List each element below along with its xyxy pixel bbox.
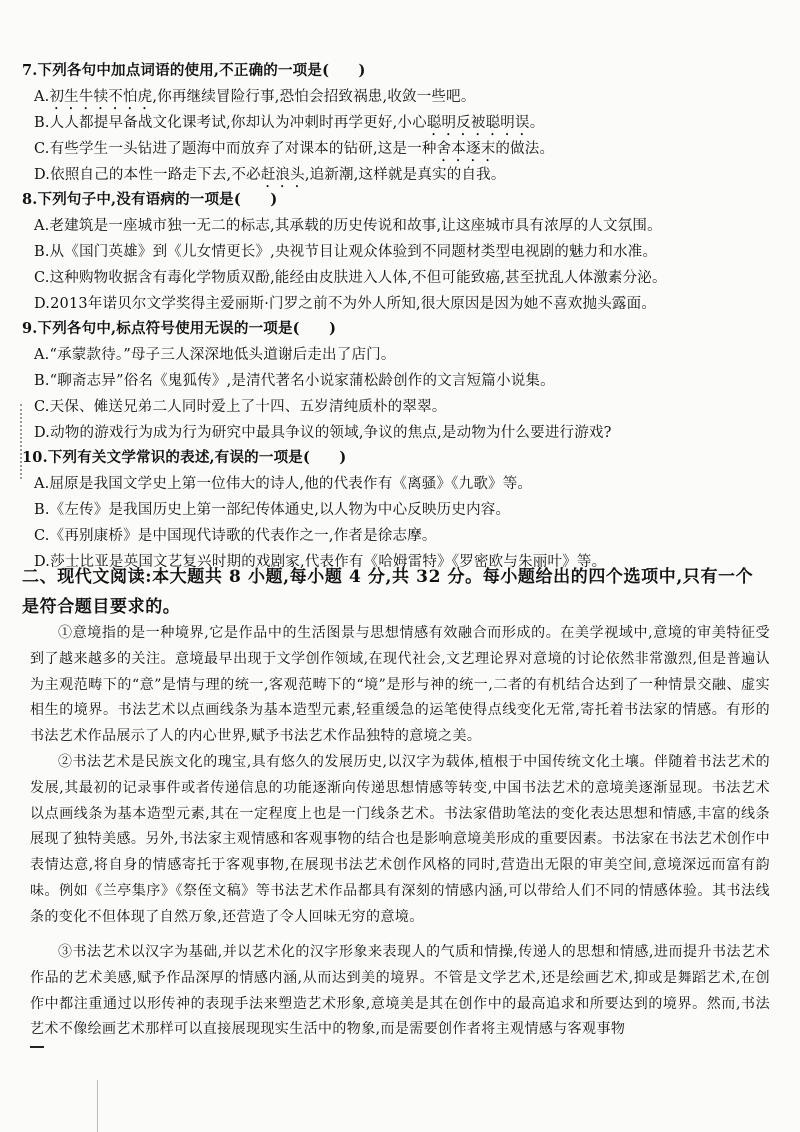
q7-c-dotted-phrase: 舍本逐末 [436, 141, 496, 157]
q7-b-dotted-phrase: 聪明反被聪明误 [426, 115, 530, 131]
passage-paragraph-3: ③书法艺术以汉字为基础,并以艺术化的汉字形象来表现人的气质和情操,传递人的思想和情感,进而提升书法艺术作品的艺术美感,赋予作品深厚的情感内涵,从而达到美的境界。不管是文学艺术,还是绘画艺术,抑或是舞蹈艺术,在创作中都注重通过以形传神的表现手法来塑造艺术形象,意境美是其在创作中的最高追求和所要达到的境界。然而,书法艺术不像绘画艺术那样可以直接展现现实生活中的物象,而是需要创作者将主观情感与客观事物 [30, 944, 770, 1038]
q7-option-c: C.有些学生一头钻进了题海中而放弃了对课本的钻研,这是一种舍本逐末的做法。 [34, 141, 555, 157]
q9-option-a: A.“承蒙款待。”母子三人深深地低头道谢后走出了店门。 [34, 347, 396, 363]
q8-option-c: C.这种购物收据含有毒化学物质双酚,能经由皮肤进入人体,不但可能致癌,甚至扰乱人体激素分泌。 [34, 270, 667, 286]
q9-option-c: C.天保、傩送兄弟二人同时爱上了十四、五岁清纯质朴的翠翠。 [34, 399, 447, 415]
q9-stem: 9.下列各句中,标点符号使用无误的一项是( ) [22, 320, 337, 337]
passage-paragraph-1: ①意境指的是一种境界,它是作品中的生活图景与思想情感有效融合而形成的。在美学视域中,意境的审美特征受到了越来越多的关注。意境最早出现于文学创作领域,在现代社会,文艺理论界对意境的讨论依然非常激烈,但是普遍认为主观范畴下的“意”是情与理的统一,客观范畴下的“境”是形与神的统一,二者的有机结合达到了一种情景交融、虚实相生的境界。书法艺术以点画线条为基本造型元素,轻重缓急的运笔使得点线变化无常,寄托着书法家的情感。有形的书法艺术作品展示了人的内心世界,赋予书法艺术作品独特的意境之美。 [30, 625, 770, 745]
q9-option-b: B.“聊斋志异”俗名《鬼狐传》,是清代著名小说家蒲松龄创作的文言短篇小说集。 [34, 373, 555, 389]
q7-stem: 7.下列各句中加点词语的使用,不正确的一项是( ) [22, 62, 366, 79]
page-edge-rule [97, 1080, 98, 1132]
q8-option-a: A.老建筑是一座城市独一无二的标志,其承载的历史传说和故事,让这座城市具有浓厚的人文氛围。 [34, 218, 662, 234]
q9-option-d: D.动物的游戏行为成为行为研究中最具争议的领域,争议的焦点,是动物为什么要进行游戏? [34, 425, 612, 441]
section-2-heading: 二、现代文阅读:本大题共 8 小题,每小题 4 分,共 32 分。每小题给出的四个选项中,只有一个是符合题目要求的。 [22, 567, 754, 617]
q10-option-d: D.莎士比亚是英国文艺复兴时期的戏剧家,代表作有《哈姆雷特》《罗密欧与朱丽叶》等。 [34, 554, 607, 570]
q7-option-a: A.初生牛犊不怕虎,你再继续冒险行事,恐怕会招致祸患,收敛一些吧。 [34, 89, 476, 105]
q10-stem: 10.下列有关文学常识的表述,有误的一项是( ) [22, 449, 347, 466]
q7-option-d: D.依照自己的本性一路走下去,不必赶浪头,追新潮,这样就是真实的自我。 [34, 167, 506, 183]
q10-option-c: C.《再别康桥》是中国现代诗歌的代表作之一,作者是徐志摩。 [34, 528, 437, 544]
q8-option-d: D.2013年诺贝尔文学奖得主爱丽斯·门罗之前不为外人所知,很大原因是因为她不喜欢抛头露面。 [34, 296, 657, 312]
q8-option-b: B.从《国门英雄》到《儿女情更长》,央视节目让观众体验到不同题材类型电视剧的魅力和水准。 [34, 244, 658, 260]
page-bottom-mark [30, 1046, 44, 1048]
q10-option-a: A.屈原是我国文学史上第一位伟大的诗人,他的代表作有《离骚》《九歌》等。 [34, 476, 533, 492]
passage-paragraph-2: ②书法艺术是民族文化的瑰宝,具有悠久的发展历史,以汉字为载体,植根于中国传统文化土壤。伴随着书法艺术的发展,其最初的记录事件或者传递信息的功能逐渐向传递思想情感等转变,中国书法艺术的意境美逐渐显现。书法艺术以点画线条为基本造型元素,其在一定程度上也是一门线条艺术。书法家借助笔法的变化表达思想和情感,丰富的线条展现了独特美感。另外,书法家主观情感和客观事物的结合也是影响意境美形成的重要因素。书法家在书法艺术创作中表情达意,将自身的情感寄托于客观事物,在展现书法艺术创作风格的同时,营造出无限的审美空间,意境深远而富有韵味。例如《兰亭集序》《祭侄文稿》等书法艺术作品都具有深刻的情感内涵,可以带给人们不同的情感体验。其书法线条的变化不但体现了自然万象,还营造了令人回味无穷的意境。 [30, 754, 770, 925]
q7-a-dotted-phrase: 初生牛犊不怕虎 [49, 89, 153, 105]
q8-stem: 8.下列句子中,没有语病的一项是( ) [22, 191, 278, 208]
q7-d-dotted-phrase: 赶浪头 [260, 167, 305, 183]
q10-option-b: B.《左传》是我国历史上第一部纪传体通史,以人物为中心反映历史内容。 [34, 502, 511, 518]
q7-option-b: B.人人都提早备战文化课考试,你却认为冲刺时再学更好,小心聪明反被聪明误。 [34, 115, 545, 131]
binding-margin-dots [20, 404, 24, 479]
